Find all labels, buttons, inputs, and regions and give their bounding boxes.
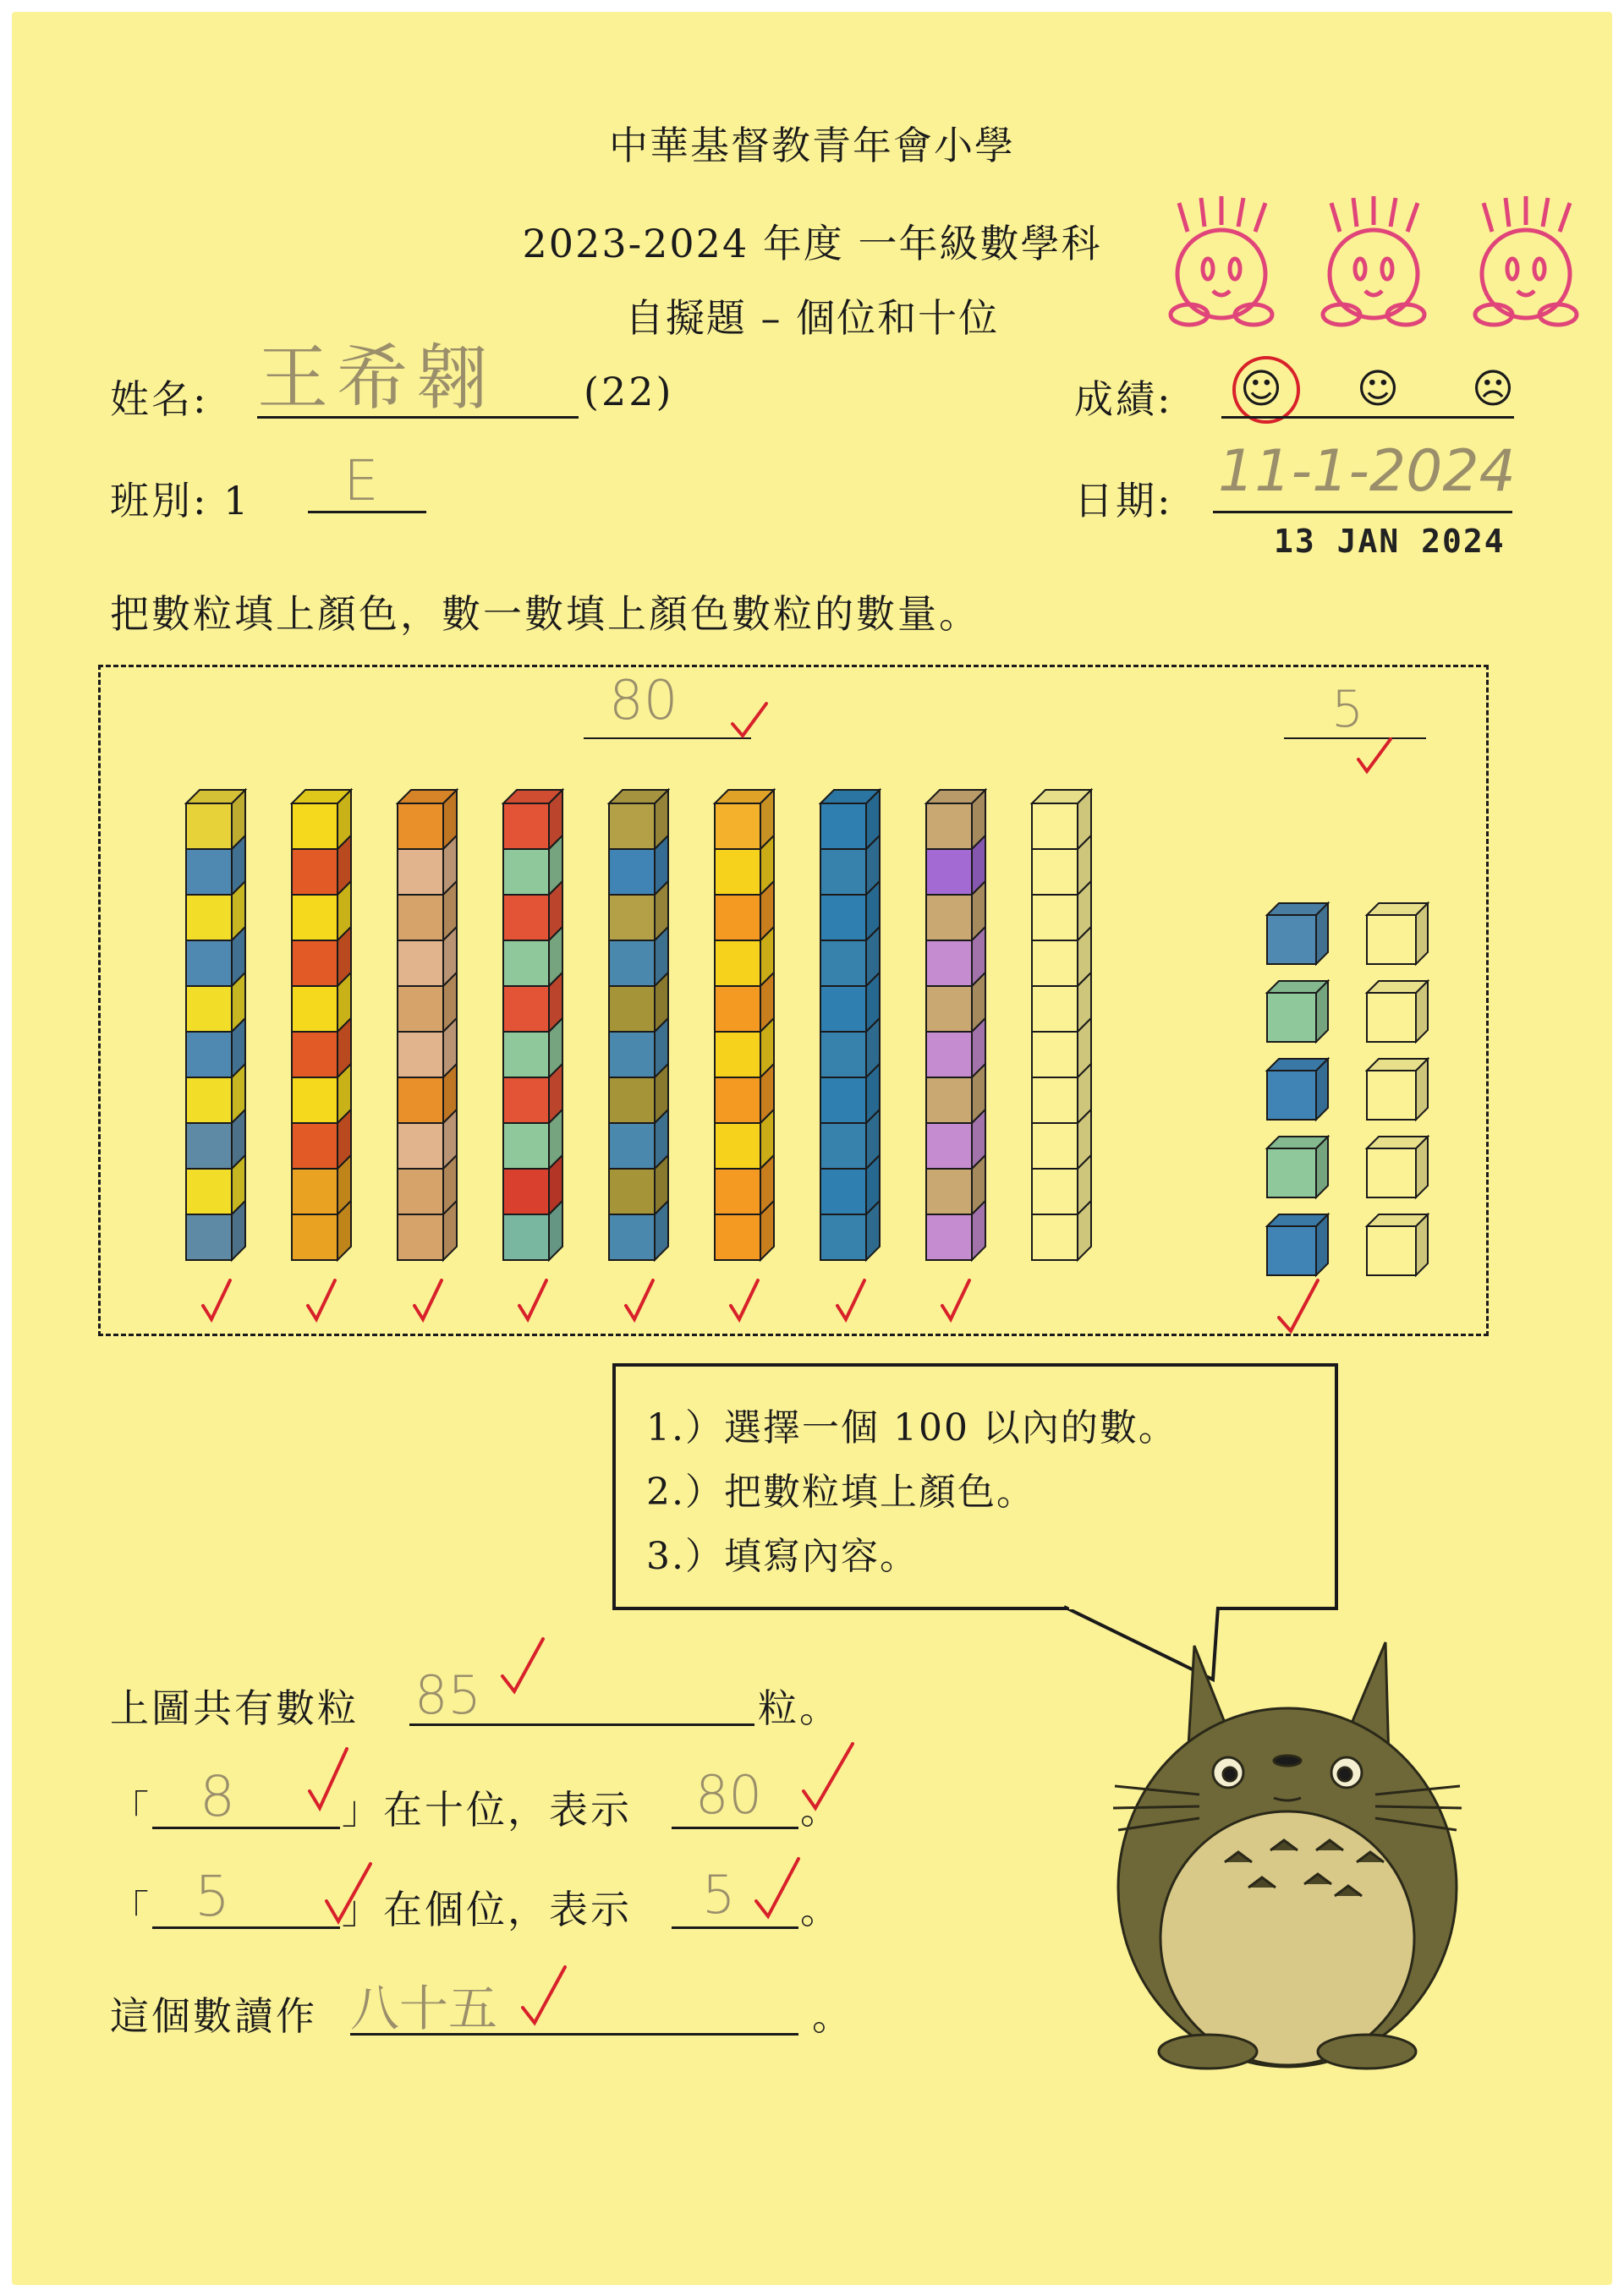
check-mark-icon — [837, 1280, 864, 1319]
check-mark-icon — [523, 1967, 565, 2023]
check-mark-icon — [326, 1864, 370, 1921]
q3-open: 「 — [110, 1887, 151, 1932]
tens-total-answer: 80 — [609, 670, 678, 732]
q3-end: 。 — [800, 1887, 842, 1932]
date-label: 日期: — [1074, 478, 1173, 523]
class-value: E — [343, 448, 379, 513]
q2-answer: 8 — [200, 1764, 235, 1829]
q4-end: 。 — [812, 1993, 853, 2039]
q4-answer: 八十五 — [350, 1980, 498, 2037]
q2-value: 80 — [695, 1764, 762, 1826]
check-mark-icon — [756, 1859, 798, 1916]
date-stamp: 13 JAN 2024 — [1274, 523, 1506, 560]
class-label: 班別: 1 — [110, 478, 251, 523]
check-mark-icon — [731, 1280, 758, 1319]
name-label: 姓名: — [110, 376, 209, 422]
q3-value: 5 — [702, 1864, 736, 1926]
q4-prefix: 這個數讀作 — [110, 1993, 317, 2039]
q3-mid: 」在個位，表示 — [342, 1887, 632, 1932]
date-value: 11-1-2024 — [1218, 438, 1516, 505]
grade-smile-icon: ☺ — [1240, 365, 1283, 413]
check-mark-icon — [308, 1280, 335, 1319]
grade-sad-icon: ☹ — [1472, 365, 1515, 413]
bubble-line-2: 2.）把數粒填上顏色。 — [646, 1471, 1035, 1514]
check-mark-icon — [502, 1639, 543, 1691]
check-mark-icon — [626, 1280, 653, 1319]
q2-open: 「 — [110, 1787, 151, 1833]
q1-suffix: 粒。 — [758, 1685, 841, 1731]
grade-label: 成績: — [1074, 376, 1173, 422]
worksheet-page — [12, 12, 1612, 2285]
q2-end: 。 — [800, 1787, 842, 1833]
totoro-illustration-icon — [1106, 1634, 1470, 2074]
year-subject: 2023-2024 年度 一年級數學科 — [522, 221, 1102, 266]
instruction-text: 把數粒填上顏色，數一數填上顏色數粒的數量。 — [110, 591, 980, 637]
q3-answer: 5 — [195, 1864, 230, 1929]
check-mark-icon — [1358, 739, 1391, 771]
check-mark-icon — [203, 1280, 230, 1319]
q1-prefix: 上圖共有數粒 — [110, 1685, 359, 1731]
bubble-line-3: 3.）填寫內容。 — [646, 1535, 919, 1578]
class-number: (22) — [584, 369, 674, 414]
name-value: 王希翱 — [257, 337, 497, 419]
check-mark-icon — [732, 704, 766, 736]
check-mark-icon — [519, 1280, 546, 1319]
school-name: 中華基督教青年會小學 — [609, 123, 1015, 168]
q1-answer: 85 — [414, 1664, 481, 1726]
grade-neutral-icon: ☺ — [1357, 365, 1400, 413]
ones-total-answer: 5 — [1331, 680, 1364, 739]
check-mark-icon — [804, 1744, 853, 1808]
bubble-line-1: 1.）選擇一個 100 以內的數。 — [646, 1406, 1177, 1449]
check-mark-icon — [1279, 1280, 1318, 1331]
check-mark-icon — [310, 1749, 347, 1808]
worksheet-topic: 自擬題 – 個位和十位 — [624, 295, 1000, 341]
check-mark-icon — [942, 1280, 969, 1319]
check-mark-icon — [414, 1280, 442, 1319]
q2-mid: 」在十位，表示 — [342, 1787, 632, 1833]
